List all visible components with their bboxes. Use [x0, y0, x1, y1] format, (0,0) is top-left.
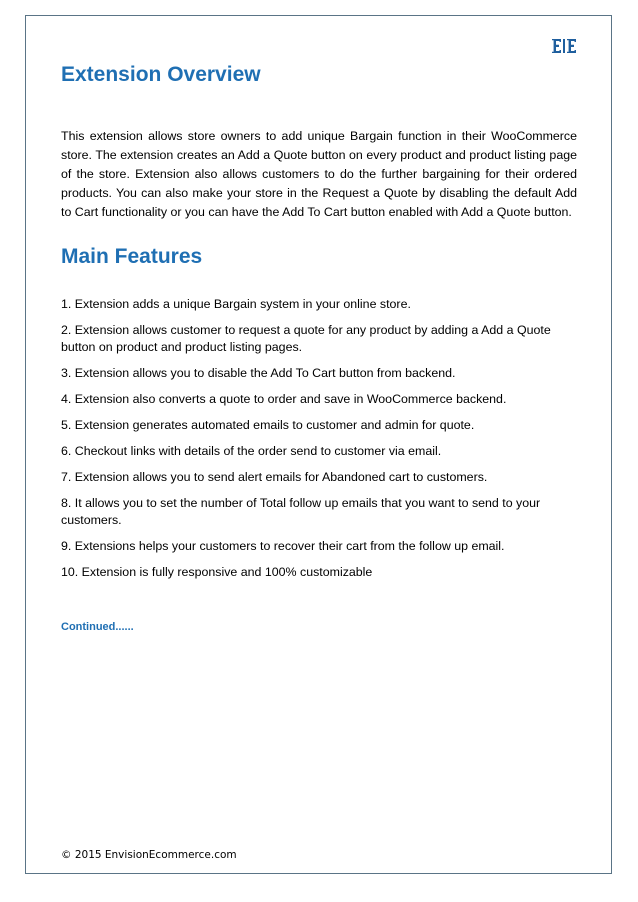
feature-item: 7. Extension allows you to send alert emails for Abandoned cart to customers.	[61, 470, 488, 484]
feature-item: 6. Checkout links with details of the order send to customer via email.	[61, 444, 442, 458]
feature-item: 3. Extension allows you to disable the Add To Cart button from backend.	[61, 366, 456, 380]
overview-heading: Extension Overview	[61, 63, 261, 86]
feature-item: 4. Extension also converts a quote to order and save in WooCommerce backend.	[61, 392, 507, 406]
features-list	[61, 296, 581, 590]
logo-icon	[550, 37, 578, 55]
continued-note: Continued......	[61, 621, 134, 633]
feature-item: 9. Extensions helps your customers to recover their cart from the follow up email.	[61, 539, 505, 553]
footer-copyright: © 2015 EnvisionEcommerce.com	[61, 849, 237, 861]
company-logo	[550, 37, 578, 55]
feature-item: 2. Extension allows customer to request a quote for any product by adding a Add a Quote button on product and product listing pages.	[61, 323, 551, 354]
feature-item: 1. Extension adds a unique Bargain system in your online store.	[61, 297, 411, 311]
feature-item: 8. It allows you to set the number of Total follow up emails that you want to send to your customers.	[61, 496, 541, 527]
features-heading: Main Features	[61, 245, 203, 268]
feature-item: 5. Extension generates automated emails to customer and admin for quote.	[61, 418, 475, 432]
overview-paragraph: This extension allows store owners to add unique Bargain function in their WooCommerce store. The extension creates an Add a Quote button on every product and product listing page of the store. Extension also allows customers to do the further bargaining for their ordered products. You can also make your store in the Request a Quote by disabling the default Add to Cart functionality or you can have the Add To Cart button enabled with Add a Quote button.	[61, 129, 577, 219]
feature-item: 10. Extension is fully responsive and 100% customizable	[61, 565, 373, 579]
